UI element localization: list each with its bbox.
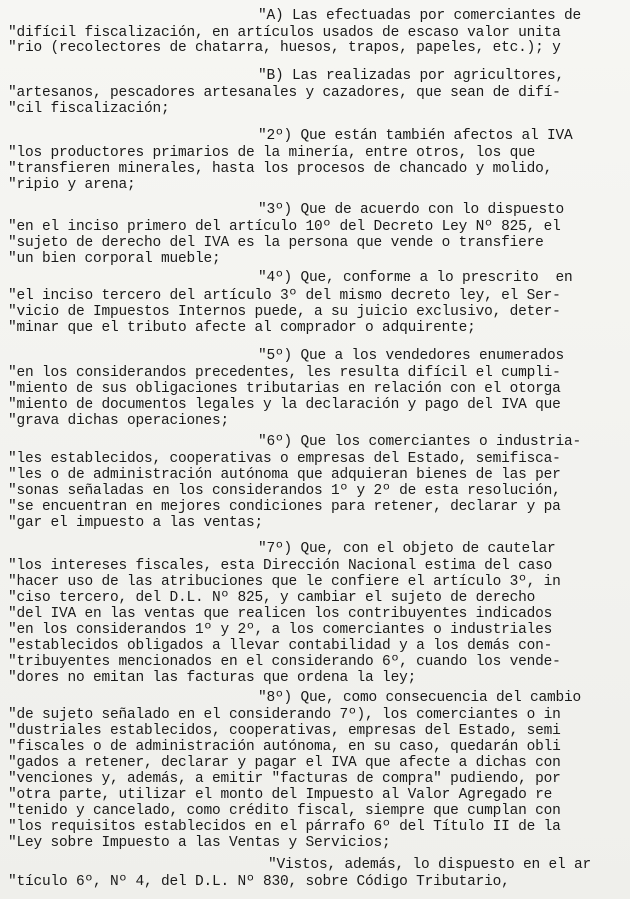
text-line: "en el inciso primero del artículo 10º del Decreto Ley Nº 825, el: [8, 219, 561, 235]
text-line: "miento de documentos legales y la declaración y pago del IVA que: [8, 397, 561, 413]
text-line: "los requisitos establecidos en el párrafo 6º del Título II de la: [8, 819, 561, 835]
text-line: "Ley sobre Impuesto a las Ventas y Servicios;: [8, 835, 391, 851]
text-line: "2º) Que están también afectos al IVA: [258, 128, 573, 144]
text-line: "miento de sus obligaciones tributarias en relación con el otorga: [8, 381, 561, 397]
text-line: "de sujeto señalado en el considerando 7º), los comerciantes o in: [8, 707, 561, 723]
text-line: "7º) Que, con el objeto de cautelar: [258, 541, 556, 557]
text-line: "8º) Que, como consecuencia del cambio: [258, 690, 582, 706]
text-line: "los intereses fiscales, esta Dirección Nacional estima del caso: [8, 558, 553, 574]
text-line: "en los considerandos 1º y 2º, a los comerciantes o industriales: [8, 622, 553, 638]
text-line: "B) Las realizadas por agricultores,: [258, 68, 565, 84]
text-line: "3º) Que de acuerdo con lo dispuesto: [258, 202, 565, 218]
text-line: "fiscales o de administración autónoma, en su caso, quedarán obli: [8, 739, 561, 755]
text-line: "tenido y cancelado, como crédito fiscal, siempre que cumplan con: [8, 803, 561, 819]
text-line: "les establecidos, cooperativas o empresas del Estado, semifisca-: [8, 451, 561, 467]
text-line: "Vistos, además, lo dispuesto en el ar: [268, 857, 592, 873]
text-line: "dores no emitan las facturas que ordena la ley;: [8, 670, 417, 686]
text-line: "5º) Que a los vendedores enumerados: [258, 348, 565, 364]
text-line: "gados a retener, declarar y pagar el IVA que afecte a dichas con: [8, 755, 561, 771]
text-line: "establecidos obligados a llevar contabilidad y a los demás con-: [8, 638, 553, 654]
text-line: "difícil fiscalización, en artículos usados de escaso valor unita: [8, 25, 561, 41]
text-line: "tribuyentes mencionados en el considerando 6º, cuando los vende-: [8, 654, 561, 670]
text-line: "dustriales establecidos, cooperativas, empresas del Estado, semi: [8, 723, 561, 739]
text-line: "6º) Que los comerciantes o industria-: [258, 434, 582, 450]
text-line: "vicio de Impuestos Internos puede, a su juicio exclusivo, deter-: [8, 304, 561, 320]
text-line: "gar el impuesto a las ventas;: [8, 515, 264, 531]
text-line: "los productores primarios de la minería, entre otros, los que: [8, 145, 536, 161]
text-line: "el inciso tercero del artículo 3º del mismo decreto ley, el Ser-: [8, 288, 561, 304]
text-line: "grava dichas operaciones;: [8, 413, 230, 429]
text-line: "rio (recolectores de chatarra, huesos, trapos, papeles, etc.); y: [8, 40, 561, 56]
text-line: "minar que el tributo afecte al comprador o adquirente;: [8, 320, 476, 336]
text-line: "cil fiscalización;: [8, 101, 170, 117]
text-line: "hacer uso de las atribuciones que le confiere el artículo 3º, in: [8, 574, 561, 590]
text-line: "artesanos, pescadores artesanales y cazadores, que sean de difí-: [8, 85, 561, 101]
text-line: "un bien corporal mueble;: [8, 251, 221, 267]
text-line: "A) Las efectuadas por comerciantes de: [258, 8, 582, 24]
text-line: "venciones y, además, a emitir "facturas de compra" pudiendo, por: [8, 771, 561, 787]
text-line: "4º) Que, conforme a lo prescrito en: [258, 270, 573, 286]
text-line: "sonas señaladas en los considerandos 1º y 2º de esta resolución,: [8, 483, 561, 499]
text-line: "transfieren minerales, hasta los procesos de chancado y molido,: [8, 161, 553, 177]
text-line: "otra parte, utilizar el monto del Impuesto al Valor Agregado re: [8, 787, 553, 803]
text-line: "en los considerandos precedentes, les resulta difícil el cumpli-: [8, 365, 561, 381]
text-line: "les o de administración autónoma que adquieran bienes de las per: [8, 467, 561, 483]
text-line: "ciso tercero, del D.L. Nº 825, y cambiar el sujeto de derecho: [8, 590, 536, 606]
text-line: "ripio y arena;: [8, 177, 136, 193]
text-line: "tículo 6º, Nº 4, del D.L. Nº 830, sobre Código Tributario,: [8, 874, 510, 890]
text-line: "sujeto de derecho del IVA es la persona que vende o transfiere: [8, 235, 544, 251]
text-line: "del IVA en las ventas que realicen los contribuyentes indicados: [8, 606, 553, 622]
text-line: "se encuentran en mejores condiciones para retener, declarar y pa: [8, 499, 561, 515]
